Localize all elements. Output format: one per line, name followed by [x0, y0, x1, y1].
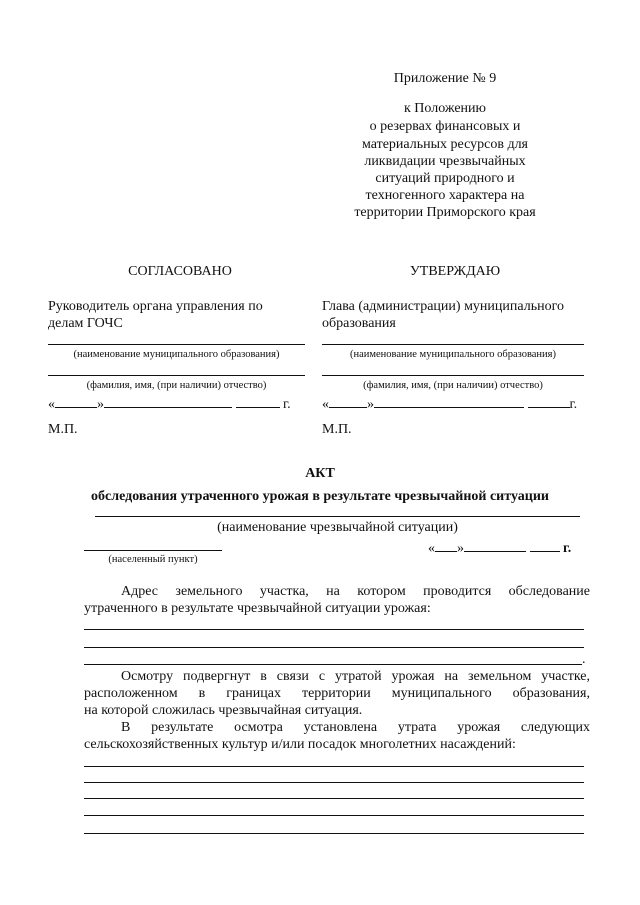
- act-caption-emergency: (наименование чрезвычайной ситуации): [217, 520, 458, 535]
- right-caption-municipality: (наименование муниципального образования): [349, 349, 557, 360]
- left-heading: СОГЛАСОВАНО: [128, 264, 232, 279]
- act-caption-settlement: (населенный пункт): [108, 554, 198, 565]
- act-subtitle: обследования утраченного урожая в результате чрезвычайной ситуации: [91, 489, 549, 504]
- act-date-year-suffix: г.: [563, 541, 572, 556]
- crops-line-4: [84, 815, 584, 816]
- left-role-line-2: делам ГОЧС: [48, 316, 123, 331]
- appendix-line-7: территории Приморского края: [354, 205, 536, 220]
- right-stamp: М.П.: [322, 422, 352, 437]
- right-caption-name: (фамилия, имя, (при наличии) отчество): [363, 380, 543, 391]
- right-date-day-field: [329, 394, 367, 408]
- left-date-day-field: [55, 394, 97, 408]
- right-date-open: «: [322, 397, 329, 412]
- appendix-line-2: о резервах финансовых и: [369, 119, 521, 134]
- right-municipality-line: [322, 344, 584, 345]
- act-date-month-field: [464, 538, 526, 552]
- appendix-line-5: ситуаций природного и: [375, 171, 515, 186]
- crops-line-3: [84, 798, 584, 799]
- right-date-close: »: [367, 397, 374, 412]
- left-municipality-line: [48, 344, 305, 345]
- left-date-row: [48, 394, 291, 413]
- body-p3-line-2: сельскохозяйственных культур и/или посадок многолетних насаждений:: [84, 737, 516, 752]
- appendix-title: Приложение № 9: [393, 71, 497, 86]
- emergency-name-line: [95, 516, 580, 517]
- act-date-close: »: [457, 541, 464, 556]
- left-date-open: «: [48, 397, 55, 412]
- left-name-line: [48, 375, 305, 376]
- body-p1-line-1: Адрес земельного участка, на котором проводится обследование: [121, 584, 590, 599]
- address-period: .: [582, 652, 586, 667]
- left-stamp: М.П.: [48, 422, 78, 437]
- appendix-line-3: материальных ресурсов для: [361, 137, 528, 152]
- right-name-line: [322, 375, 584, 376]
- body-p3-line-1: В результате осмотра установлена утрата урожая следующих: [121, 720, 590, 735]
- act-date-year-field: [530, 538, 560, 552]
- body-p1-line-2: утраченного в результате чрезвычайной ситуации урожая:: [84, 601, 431, 616]
- right-date-year-suffix: г.: [569, 397, 578, 412]
- body-p2-line-1: Осмотру подвергнут в связи с утратой урожая на земельном участке,: [121, 669, 590, 684]
- address-line-1: [84, 629, 584, 630]
- crops-line-2: [84, 782, 584, 783]
- right-role-line-2: образования: [322, 316, 396, 331]
- right-heading: УТВЕРЖДАЮ: [409, 264, 501, 279]
- body-p2-line-2: расположенном в границах территории муниципального образования,: [84, 686, 590, 701]
- left-caption-municipality: (наименование муниципального образования): [73, 349, 280, 360]
- left-role-line-1: Руководитель органа управления по: [48, 299, 263, 314]
- crops-line-5: [84, 833, 584, 834]
- left-date-year-suffix: г.: [283, 397, 291, 412]
- left-caption-name: (фамилия, имя, (при наличии) отчество): [86, 380, 267, 391]
- left-date-month-field: [104, 394, 232, 408]
- appendix-line-4: ликвидации чрезвычайных: [364, 154, 526, 169]
- act-date-open: «: [428, 541, 435, 556]
- act-date-row: [428, 538, 571, 557]
- right-date-year-field: [528, 394, 570, 408]
- right-role-line-1: Глава (администрации) муниципального: [322, 299, 564, 314]
- left-date-close: »: [97, 397, 104, 412]
- right-date-month-field: [374, 394, 524, 408]
- act-title: АКТ: [305, 466, 335, 481]
- address-line-3: [84, 664, 582, 665]
- address-line-2: [84, 647, 584, 648]
- appendix-line-1: к Положению: [403, 101, 486, 116]
- body-p2-line-3: на которой сложилась чрезвычайная ситуация.: [84, 703, 363, 718]
- left-date-year-field: [236, 394, 280, 408]
- crops-line-1: [84, 766, 584, 767]
- appendix-line-6: техногенного характера на: [365, 188, 525, 203]
- right-date-row: [322, 394, 577, 413]
- act-date-day-field: [435, 538, 457, 552]
- settlement-line: [84, 550, 222, 551]
